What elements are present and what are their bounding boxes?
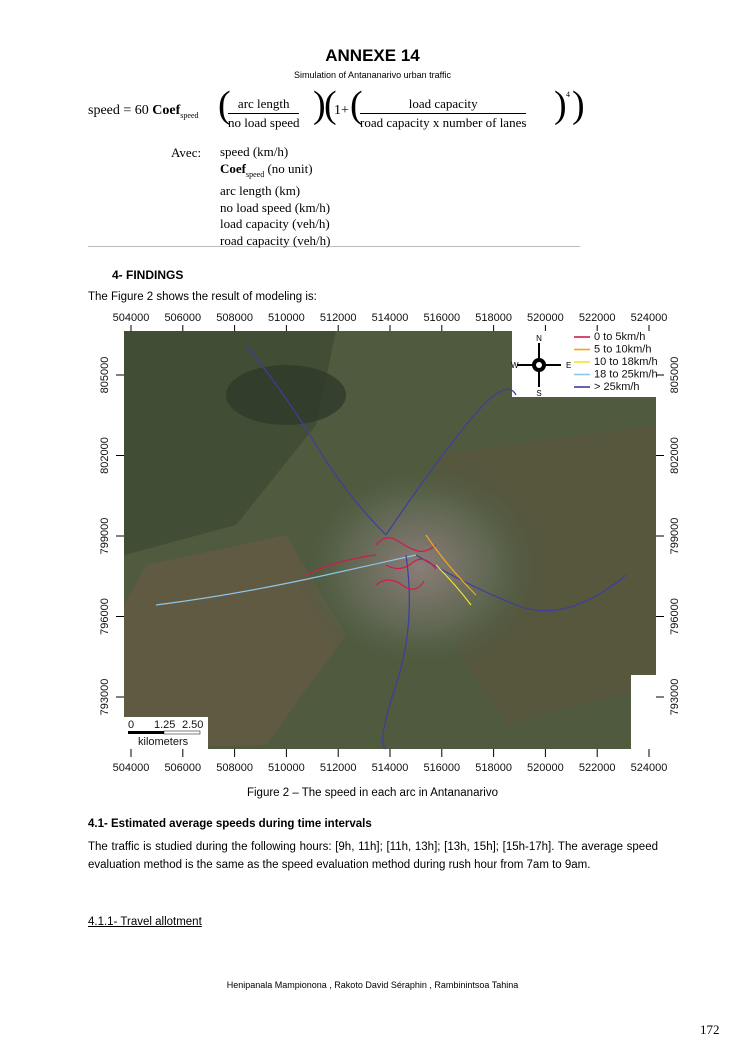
x-tick-label: 516000 — [423, 762, 461, 774]
legend-label: 0 to 5km/h — [594, 331, 646, 343]
findings-heading: 4- FINDINGS — [112, 268, 184, 282]
scale-label-0: 0 — [128, 719, 135, 731]
legend-label: 10 to 18km/h — [594, 356, 658, 368]
findings-intro: The Figure 2 shows the result of modeling is: — [88, 291, 317, 303]
x-tick-label: 520000 — [527, 312, 564, 324]
x-tick-label: 504000 — [112, 762, 150, 774]
y-tick-label: 805000 — [669, 356, 681, 394]
x-tick-label: 524000 — [630, 762, 668, 774]
variable-item: load capacity (veh/h) — [220, 216, 330, 231]
y-tick-label: 799000 — [669, 517, 681, 555]
x-tick-label: 524000 — [630, 312, 668, 324]
speed-map-figure — [86, 305, 694, 775]
y-tick-label: 796000 — [99, 598, 111, 635]
legend-label: 18 to 25km/h — [594, 368, 658, 381]
scale-unit: kilometers — [138, 736, 189, 748]
paren-open: ( — [350, 84, 363, 126]
compass-w: W — [511, 361, 519, 370]
y-tick-label: 793000 — [99, 678, 111, 716]
x-tick-label: 504000 — [112, 312, 150, 324]
y-tick-label: 799000 — [99, 517, 111, 555]
figure-caption: Figure 2 – The speed in each arc in Antananarivo — [246, 787, 499, 799]
section-4-1-1-heading: 4.1.1- Travel allotment — [88, 916, 202, 928]
x-tick-label: 518000 — [475, 312, 512, 324]
x-tick-label: 512000 — [319, 312, 357, 324]
x-tick-label: 508000 — [216, 312, 253, 324]
one-plus: 1+ — [334, 103, 349, 118]
fraction-arc: arc length no load speed — [228, 96, 300, 130]
compass-e: E — [566, 361, 572, 370]
legend-label: > 25km/h — [594, 381, 640, 393]
y-tick-label: 796000 — [669, 598, 681, 635]
x-tick-label: 522000 — [578, 762, 616, 774]
y-tick-label: 802000 — [99, 437, 111, 474]
page-subtitle: Simulation of Antananarivo urban traffic — [294, 70, 451, 80]
paren-close: ) — [313, 84, 326, 126]
x-tick-label: 520000 — [527, 762, 564, 774]
section-4-1-text: The traffic is studied during the following hours: [9h, 11h]; [11h, 13h]; [13h, 15h]; [15h-17h]. The average speed evaluation method is the same as the speed evaluation method during rush hour from 7am to 9am. — [88, 841, 658, 871]
y-tick-label: 802000 — [669, 437, 681, 474]
formula-lhs: speed = 60 Coef$_{speed}$ — [88, 103, 199, 120]
paren-open: ( — [218, 84, 231, 126]
x-tick-label: 506000 — [164, 762, 202, 774]
x-tick-label: 506000 — [164, 312, 202, 324]
x-tick-label: 512000 — [319, 762, 357, 774]
variable-item: road capacity (veh/h) — [220, 232, 331, 248]
speed-formula — [88, 84, 585, 248]
avec-label: Avec: — [171, 145, 202, 160]
scale-bar — [124, 717, 208, 749]
x-tick-label: 508000 — [216, 762, 253, 774]
x-tick-label: 514000 — [371, 312, 409, 324]
variable-item: arc length (km) — [220, 183, 301, 198]
page-number: 172 — [700, 1022, 720, 1037]
section-4-1-heading: 4.1- Estimated average speeds during time intervals — [88, 818, 372, 830]
x-tick-label: 514000 — [371, 762, 409, 774]
paren-close: ) — [572, 84, 585, 126]
variable-item: no load speed (km/h) — [220, 199, 331, 215]
variable-list — [220, 144, 330, 249]
x-tick-label: 518000 — [475, 762, 512, 774]
legend-label: 5 to 10km/h — [594, 343, 652, 356]
footer-authors: Henipanala Mampionona , Rakoto David Séraphin , Rambinintsoa Tahina — [226, 980, 519, 990]
y-tick-label: 793000 — [669, 678, 681, 716]
x-tick-label: 522000 — [578, 312, 616, 324]
paren-close: ) — [554, 84, 567, 126]
scale-label-1: 1.25 — [154, 719, 176, 731]
x-tick-label: 510000 — [268, 762, 305, 774]
compass-n: N — [536, 334, 542, 343]
y-tick-label: 805000 — [99, 356, 111, 394]
fraction-load: load capacity road capacity x number of lanes — [360, 96, 527, 130]
paren-open: ( — [324, 84, 337, 126]
x-tick-label: 516000 — [423, 312, 461, 324]
page-title: ANNEXE 14 — [325, 46, 420, 65]
variable-item: speed (km/h) — [220, 144, 289, 159]
exponent: 4 — [566, 90, 570, 99]
x-tick-label: 510000 — [268, 312, 305, 324]
scale-label-2: 2.50 — [182, 719, 204, 731]
variable-item: Coef$_{speed}$ (no unit) — [220, 160, 313, 179]
compass-s: S — [536, 389, 542, 398]
